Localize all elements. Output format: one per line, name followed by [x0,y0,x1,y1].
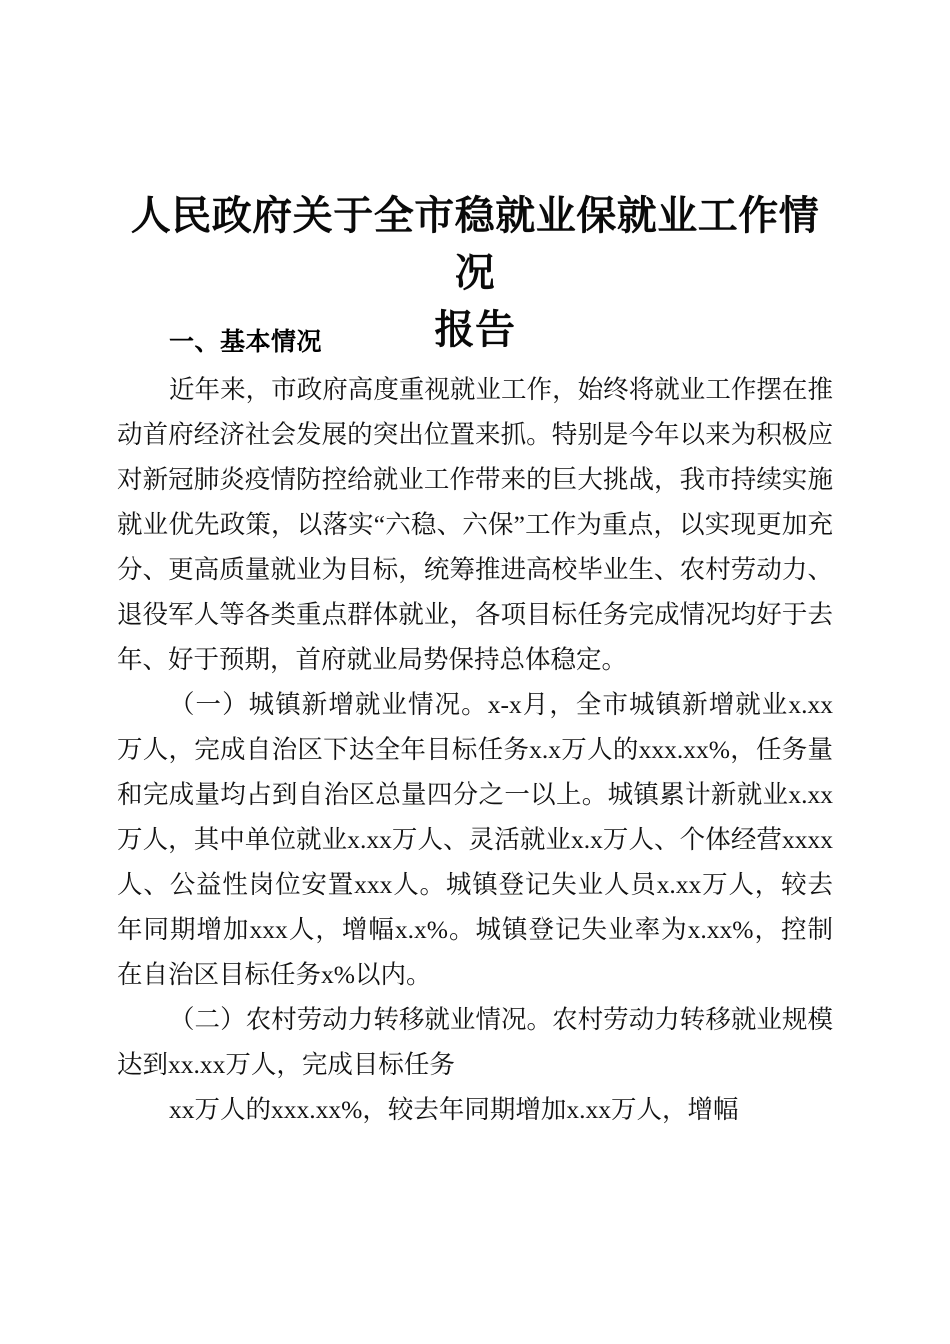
document-body [117,318,833,1132]
section-heading-basic-situation: 一、基本情况 [169,327,323,356]
paragraph-rural-labor-transfer: （二）农村劳动力转移就业情况。农村劳动力转移就业规模达到xx.xx万人，完成目标任务 [117,1005,833,1079]
title-line-1-text: 人民政府关于全市稳就业保就业工作情况 [130,192,820,295]
page-title-line-1 [131,193,820,295]
title-line-2-text: 报告 [434,306,516,352]
paragraph-rural-labor-transfer-continued: xx万人的xxx.xx%，较去年同期增加x.xx万人，增幅 [169,1095,739,1124]
paragraph-overview: 近年来，市政府高度重视就业工作，始终将就业工作摆在推动首府经济社会发展的突出位置来抓。特别是今年以来为积极应对新冠肺炎疫情防控给就业工作带来的巨大挑战，我市持续实施就业优先政策，以落实“六稳、六保”工作为重点，以实现更加充分、更高质量就业为目标，统筹推进高校毕业生、农村劳动力、退役军人等各类重点群体就业，各项目标任务完成情况均好于去年、好于预期，首府就业局势保持总体稳定。 [117,375,833,674]
paragraph-urban-new-employment: （一）城镇新增就业情况。x-x月，全市城镇新增就业x.xx万人，完成自治区下达全年目标任务x.x万人的xxx.xx%，任务量和完成量均占到自治区总量四分之一以上。城镇累计新就业x.xx万人，其中单位就业x.xx万人、灵活就业x.x万人、个体经营xxxx人、公益性岗位安置xxx人。城镇登记失业人员x.xx万人，较去年同期增加xxx人，增幅x.x%。城镇登记失业率为x.xx%，控制在自治区目标任务x%以内。 [117,690,833,989]
